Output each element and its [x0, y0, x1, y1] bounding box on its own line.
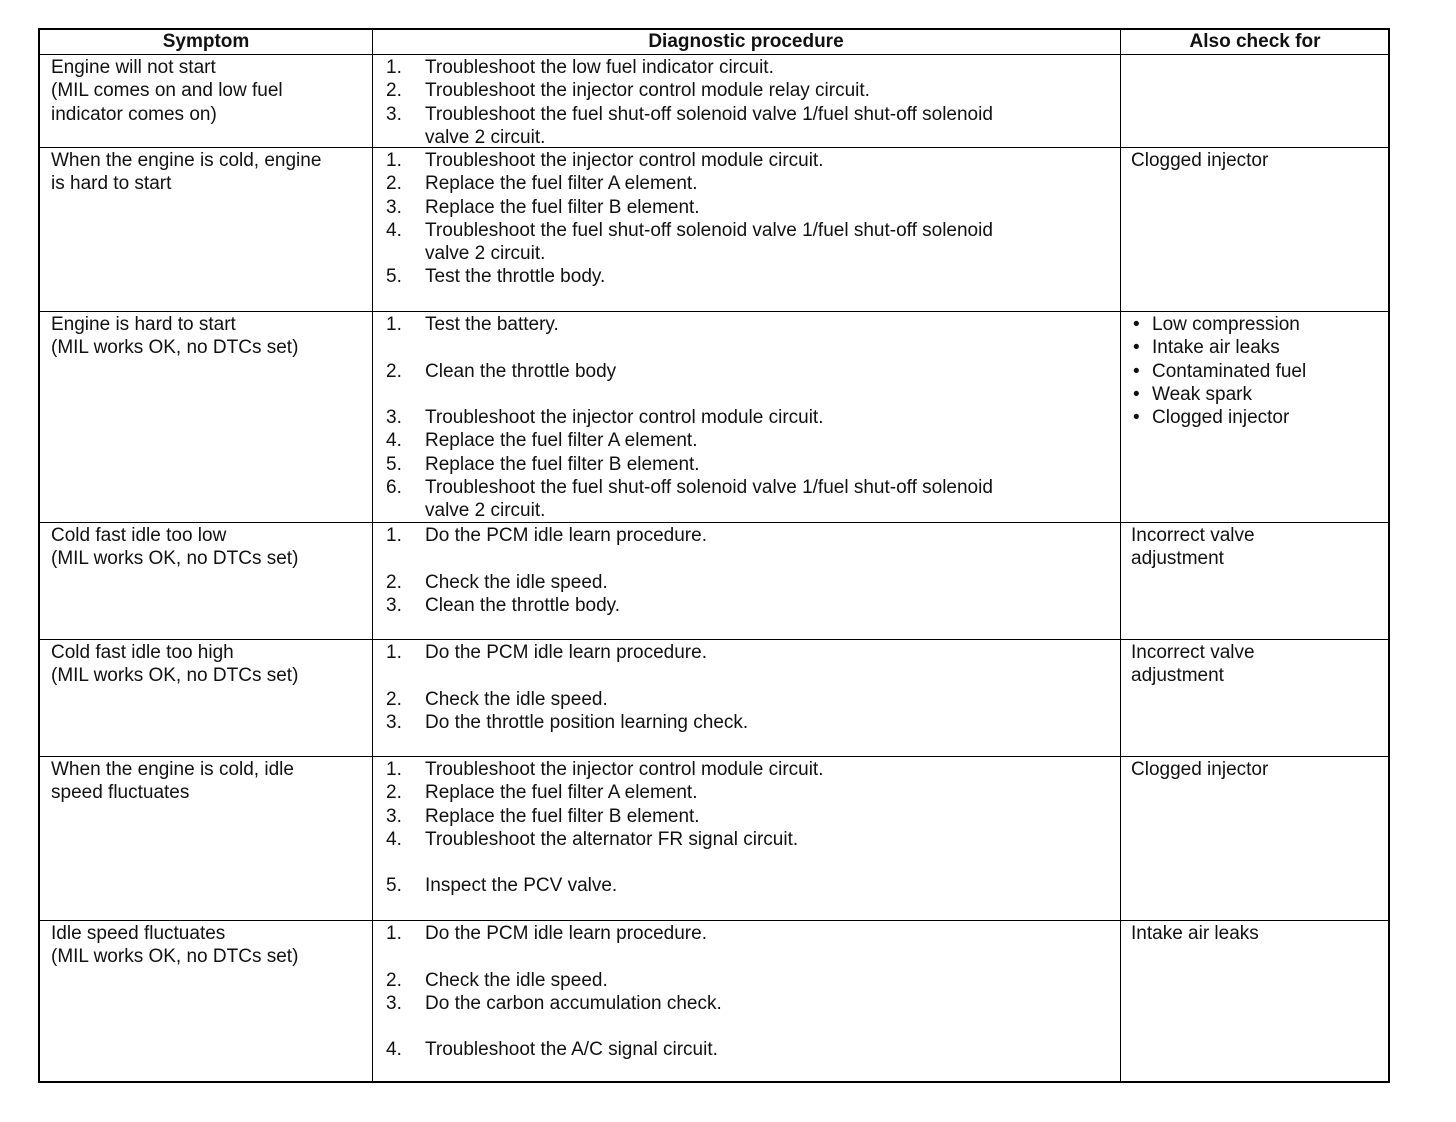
symptom-text: Cold fast idle too low	[51, 525, 227, 546]
step-text: Troubleshoot the fuel shut-off solenoid valve 1/fuel shut-off solenoid	[425, 103, 993, 125]
procedure-step	[386, 453, 1120, 476]
step-number: 5.	[386, 266, 402, 288]
table-row	[40, 523, 1388, 640]
step-number: 3.	[386, 594, 402, 616]
step-number: 6.	[386, 477, 402, 499]
step-text: Do the PCM idle learn procedure.	[425, 923, 707, 944]
symptom-text: Cold fast idle too high	[51, 642, 234, 663]
step-text: Troubleshoot the low fuel indicator circuit.	[425, 57, 774, 78]
step-number: 1.	[386, 314, 402, 335]
also-check-text: Intake air leaks	[1152, 337, 1280, 359]
procedure-step	[386, 758, 1120, 781]
also-check-cell	[1120, 55, 1390, 147]
also-check-item	[1131, 360, 1390, 383]
step-text: Test the battery.	[425, 314, 559, 335]
procedure-step	[386, 828, 1120, 851]
table-row	[40, 148, 1388, 312]
procedure-step	[386, 149, 1120, 172]
bullet-icon: •	[1133, 407, 1140, 429]
symptom-cell	[40, 523, 372, 639]
also-check-text: Low compression	[1152, 314, 1300, 335]
spacer	[386, 664, 1120, 687]
step-number: 2.	[386, 80, 402, 102]
symptom-text: speed fluctuates	[51, 782, 190, 804]
symptom-cell	[40, 640, 372, 756]
step-text: Troubleshoot the fuel shut-off solenoid valve 1/fuel shut-off solenoid	[425, 477, 993, 499]
step-text: Troubleshoot the fuel shut-off solenoid valve 1/fuel shut-off solenoid	[425, 219, 993, 241]
symptom-cell	[40, 757, 372, 920]
symptom-cell	[40, 312, 372, 522]
also-check-cell	[1120, 523, 1390, 639]
step-text: Replace the fuel filter A element.	[425, 782, 698, 804]
step-number: 1.	[386, 57, 402, 78]
procedure-step	[386, 874, 1120, 897]
also-check-text: Clogged injector	[1152, 407, 1290, 429]
procedure-step	[386, 313, 1120, 336]
also-check-text: adjustment	[1131, 665, 1224, 687]
step-number: 4.	[386, 219, 402, 241]
procedure-step	[386, 922, 1120, 945]
step-text: Inspect the PCV valve.	[425, 875, 618, 897]
procedure-cell	[372, 148, 1120, 311]
also-check-text: Clogged injector	[1131, 759, 1269, 780]
procedure-step	[386, 524, 1120, 547]
step-text: Test the throttle body.	[425, 266, 606, 288]
step-number: 3.	[386, 992, 402, 1014]
symptom-text: Engine is hard to start	[51, 314, 236, 335]
step-number: 4.	[386, 828, 402, 850]
symptom-cell	[40, 921, 372, 1083]
also-check-text: adjustment	[1131, 548, 1224, 570]
step-number: 1.	[386, 642, 402, 663]
symptom-text: indicator comes on)	[51, 103, 217, 125]
step-text: Troubleshoot the injector control module circuit.	[425, 150, 824, 171]
step-number: 5.	[386, 875, 402, 897]
also-check-text: Incorrect valve	[1131, 525, 1255, 546]
also-check-cell	[1120, 312, 1390, 522]
procedure-step	[386, 429, 1120, 452]
table-header-row	[40, 30, 1388, 55]
procedure-step	[386, 360, 1120, 383]
step-number: 2.	[386, 360, 402, 382]
step-text: Troubleshoot the injector control module relay circuit.	[425, 80, 870, 102]
procedure-cell	[372, 640, 1120, 756]
step-text: Troubleshoot the injector control module circuit.	[425, 759, 824, 780]
step-text: Check the idle speed.	[425, 688, 608, 710]
procedure-cell	[372, 757, 1120, 920]
also-check-cell	[1120, 148, 1390, 311]
procedure-step	[386, 594, 1120, 617]
procedure-step	[386, 265, 1120, 288]
procedure-step	[386, 571, 1120, 594]
procedure-step	[386, 476, 1120, 522]
also-check-item	[1131, 336, 1390, 359]
step-text: valve 2 circuit.	[425, 243, 546, 265]
procedure-cell	[372, 523, 1120, 639]
procedure-cell	[372, 312, 1120, 522]
step-text: Replace the fuel filter B element.	[425, 196, 700, 218]
symptom-text: Idle speed fluctuates	[51, 923, 226, 944]
step-number: 3.	[386, 711, 402, 733]
also-check-item	[1131, 406, 1390, 429]
step-number: 1.	[386, 525, 402, 546]
step-number: 2.	[386, 571, 402, 593]
step-number: 2.	[386, 969, 402, 991]
bullet-icon: •	[1133, 314, 1140, 335]
step-number: 3.	[386, 196, 402, 218]
bullet-icon: •	[1133, 383, 1140, 405]
symptom-text: (MIL comes on and low fuel	[51, 80, 283, 102]
also-check-cell	[1120, 640, 1390, 756]
spacer	[386, 383, 1120, 406]
table-row	[40, 640, 1388, 757]
bullet-icon: •	[1133, 360, 1140, 382]
symptom-text: When the engine is cold, idle	[51, 759, 294, 780]
symptom-cell	[40, 55, 372, 147]
step-text: Clean the throttle body	[425, 360, 617, 382]
step-number: 3.	[386, 407, 402, 429]
also-check-text: Contaminated fuel	[1152, 360, 1307, 382]
step-number: 2.	[386, 688, 402, 710]
procedure-step	[386, 969, 1120, 992]
symptom-text: When the engine is cold, engine	[51, 150, 322, 171]
table-row	[40, 921, 1388, 1083]
also-check-text: Incorrect valve	[1131, 642, 1255, 663]
table-row	[40, 757, 1388, 921]
procedure-step	[386, 172, 1120, 195]
header-symptom: Symptom	[162, 31, 250, 52]
step-number: 5.	[386, 453, 402, 475]
table-row	[40, 312, 1388, 523]
step-number: 4.	[386, 430, 402, 452]
spacer	[386, 945, 1120, 968]
also-check-cell	[1120, 757, 1390, 920]
table-row	[40, 55, 1388, 148]
symptom-text: (MIL works OK, no DTCs set)	[51, 337, 299, 359]
symptom-text: is hard to start	[51, 173, 172, 195]
step-text: valve 2 circuit.	[425, 126, 546, 147]
header-diagnostic-procedure: Diagnostic procedure	[648, 31, 844, 52]
also-check-text: Weak spark	[1152, 383, 1252, 405]
spacer	[386, 336, 1120, 359]
step-number: 2.	[386, 173, 402, 195]
header-also-check-for: Also check for	[1189, 31, 1321, 52]
step-number: 1.	[386, 923, 402, 944]
step-text: Do the throttle position learning check.	[425, 711, 749, 733]
step-number: 4.	[386, 1039, 402, 1061]
step-text: Replace the fuel filter A element.	[425, 173, 698, 195]
procedure-step	[386, 103, 1120, 147]
symptom-text: (MIL works OK, no DTCs set)	[51, 946, 299, 968]
also-check-item	[1131, 383, 1390, 406]
step-number: 2.	[386, 782, 402, 804]
bullet-icon: •	[1133, 337, 1140, 359]
procedure-cell	[372, 921, 1120, 1083]
procedure-step	[386, 406, 1120, 429]
also-check-text: Intake air leaks	[1131, 923, 1259, 944]
also-check-cell	[1120, 921, 1390, 1083]
procedure-step	[386, 805, 1120, 828]
procedure-step	[386, 56, 1120, 79]
diagnostic-table	[38, 28, 1390, 1083]
spacer	[386, 547, 1120, 570]
step-text: Troubleshoot the injector control module circuit.	[425, 407, 824, 429]
procedure-step	[386, 79, 1120, 102]
step-text: Replace the fuel filter A element.	[425, 430, 698, 452]
step-number: 3.	[386, 103, 402, 125]
step-text: Replace the fuel filter B element.	[425, 805, 700, 827]
step-text: Check the idle speed.	[425, 571, 608, 593]
step-text: Do the carbon accumulation check.	[425, 992, 722, 1014]
step-text: Do the PCM idle learn procedure.	[425, 525, 707, 546]
procedure-step	[386, 992, 1120, 1015]
step-text: Troubleshoot the alternator FR signal circuit.	[425, 828, 799, 850]
step-text: valve 2 circuit.	[425, 500, 546, 522]
procedure-step	[386, 688, 1120, 711]
procedure-step	[386, 219, 1120, 266]
also-check-text: Clogged injector	[1131, 150, 1269, 171]
step-number: 1.	[386, 759, 402, 780]
step-text: Clean the throttle body.	[425, 594, 621, 616]
symptom-cell	[40, 148, 372, 311]
procedure-step	[386, 711, 1120, 734]
step-text: Check the idle speed.	[425, 969, 608, 991]
step-text: Troubleshoot the A/C signal circuit.	[425, 1039, 718, 1061]
procedure-step	[386, 196, 1120, 219]
procedure-step	[386, 781, 1120, 804]
spacer	[386, 851, 1120, 874]
procedure-step	[386, 1038, 1120, 1061]
symptom-text: Engine will not start	[51, 57, 216, 78]
step-text: Do the PCM idle learn procedure.	[425, 642, 707, 663]
procedure-step	[386, 641, 1120, 664]
also-check-item	[1131, 313, 1390, 336]
step-number: 1.	[386, 150, 402, 171]
symptom-text: (MIL works OK, no DTCs set)	[51, 665, 299, 687]
symptom-text: (MIL works OK, no DTCs set)	[51, 548, 299, 570]
spacer	[386, 1015, 1120, 1038]
procedure-cell	[372, 55, 1120, 147]
step-text: Replace the fuel filter B element.	[425, 453, 700, 475]
step-number: 3.	[386, 805, 402, 827]
